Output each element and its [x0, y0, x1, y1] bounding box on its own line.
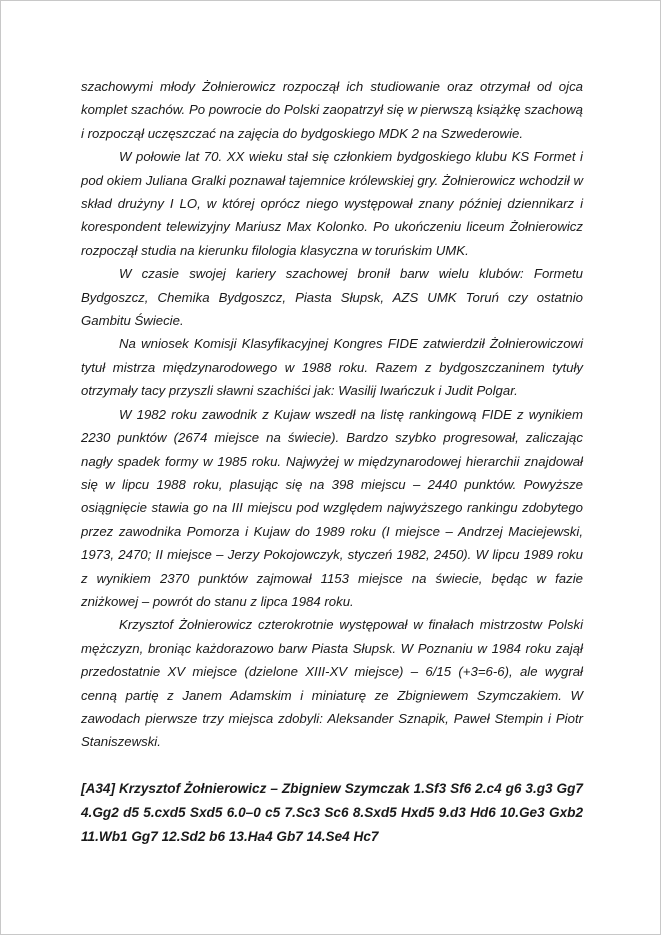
document-body [81, 75, 583, 849]
paragraph-6: Krzysztof Żołnierowicz czterokrotnie występował w finałach mistrzostw Polski mężczyzn, broniąc każdorazowo barw Piasta Słupsk. W Poznaniu w 1984 roku zajął przedostatnie XV miejsce (dzielone XIII-XV miejsce) – 6/15 (+3=6-6), ale wygrał cenną partię z Janem Adamskim i miniaturę ze Zbigniewem Szymczakiem. W zawodach pierwsze trzy miejsca zdobyli: Aleksander Sznapik, Paweł Stempin i Piotr Staniszewski. [81, 617, 583, 750]
paragraph-2: W połowie lat 70. XX wieku stał się członkiem bydgoskiego klubu KS Formet i pod okiem Juliana Gralki poznawał tajemnice królewskiej gry. Żołnierowicz wchodził w skład drużyny I LO, w której oprócz niego występował znany później dziennikarz i korespondent telewizyjny Mariusz Max Kolonko. Po ukończeniu liceum Żołnierowicz rozpoczął studia na kierunku filologia klasyczna w toruńskim UMK. [81, 149, 583, 258]
paragraph-5: W 1982 roku zawodnik z Kujaw wszedł na listę rankingową FIDE z wynikiem 2230 punktów (2674 miejsce na świecie). Bardzo szybko progresował, zaliczając nagły spadek formy w 1985 roku. Najwyżej w międzynarodowej hierarchii znajdował się w lipcu 1988 roku, plasując się na 398 miejscu – 2440 punktów. Powyższe osiągnięcie stawia go na III miejscu pod względem najwyższego rankingu zdobytego przez zawodnika Pomorza i Kujaw do 1989 roku (I miejsce – Andrzej Maciejewski, 1973, 2470; II miejsce – Jerzy Pokojowczyk, styczeń 1982, 2450). W lipcu 1989 roku z wynikiem 2370 punktów zajmował 1153 miejsce na świecie, będąc w fazie zniżkowej – powrót do stanu z lipca 1984 roku. [81, 406, 583, 609]
paragraph-4: Na wniosek Komisji Klasyfikacyjnej Kongres FIDE zatwierdził Żołnierowiczowi tytuł mistrza międzynarodowego w 1988 roku. Razem z bydgoszczaninem tytuły otrzymały tacy przyszli sławni szachiści jak: Wasilij Iwańczuk i Judit Polgar. [81, 336, 583, 399]
paragraph-1: szachowymi młody Żołnierowicz rozpoczął ich studiowanie oraz otrzymał od ojca komplet szachów. Po powrocie do Polski zaopatrzył się w pierwszą książkę szachową i rozpoczął uczęszczać na zajęcia do bydgoskiego MDK 2 na Szwederowie. [81, 79, 583, 141]
paragraph-3: W czasie swojej kariery szachowej bronił barw wielu klubów: Formetu Bydgoszcz, Chemika Bydgoszcz, Piasta Słupsk, AZS UMK Toruń czy ostatnio Gambitu Świecie. [81, 266, 583, 329]
chess-game-notation: [A34] Krzysztof Żołnierowicz – Zbigniew Szymczak 1.Sf3 Sf6 2.c4 g6 3.g3 Gg7 4.Gg2 d5 5.cxd5 Sxd5 6.0–0 c5 7.Sc3 Sc6 8.Sxd5 Hxd5 9.d3 Hd6 10.Ge3 Gxb2 11.Wb1 Gg7 12.Sd2 b6 13.Ha4 Gb7 14.Se4 Hc7 [81, 780, 583, 844]
